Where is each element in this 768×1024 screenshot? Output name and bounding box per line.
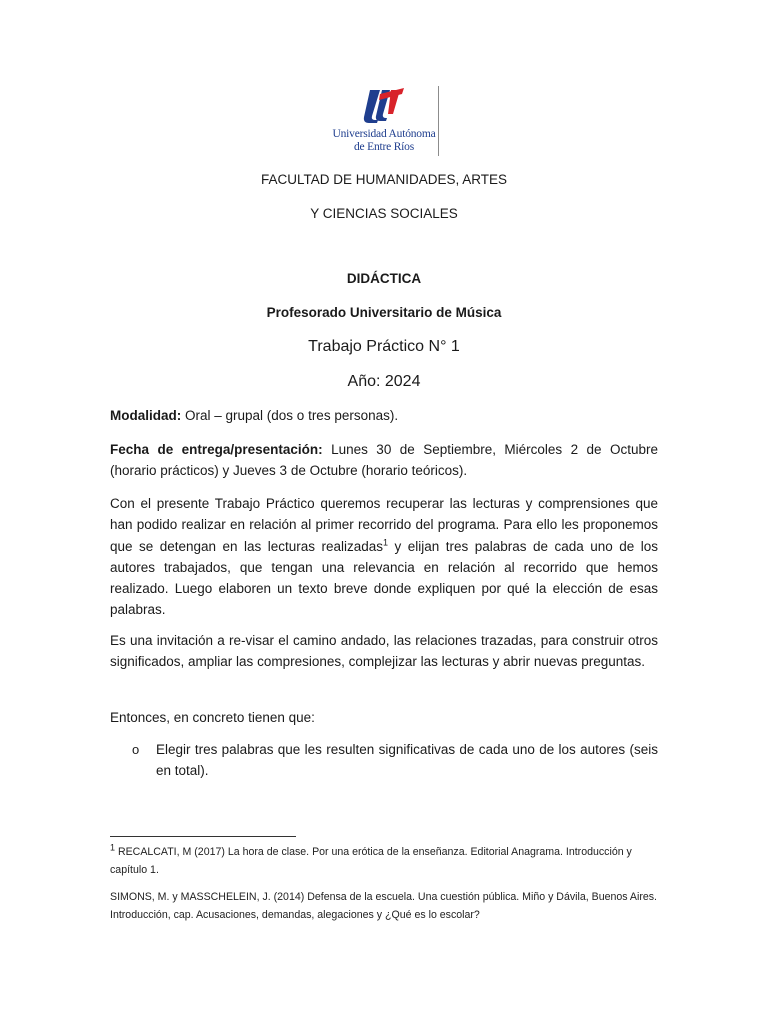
footnote-1 bbox=[110, 844, 658, 879]
footnote-1-text: RECALCATI, M (2017) La hora de clase. Por una erótica de la enseñanza. Editorial Anagrama. Introducción y capítulo 1. bbox=[110, 846, 632, 876]
intro-text-part2: y elijan tres palabras de cada uno de los autores trabajados, que tengan una relevancia en relación al recorrido que hemos realizado. Luego elaboren un texto breve donde expliquen por qué la elección de esas palabras. bbox=[110, 538, 659, 618]
footnote-ref-1[interactable]: 1 bbox=[383, 537, 389, 548]
invitation-paragraph: Es una invitación a re-visar el camino andado, las relaciones trazadas, para construir otros significados, ampliar las compresiones, complejizar las lecturas y abrir nuevas preguntas. bbox=[110, 633, 658, 670]
modalidad-label: Modalidad: bbox=[110, 408, 182, 423]
program-title: Profesorado Universitario de Música bbox=[266, 305, 502, 320]
university-logo bbox=[330, 86, 439, 156]
faculty-title-line1: FACULTAD DE HUMANIDADES, ARTES bbox=[260, 172, 508, 187]
fecha-paragraph bbox=[110, 439, 658, 482]
footnote-separator bbox=[110, 836, 296, 837]
footnote-2: SIMONS, M. y MASSCHELEIN, J. (2014) Defensa de la escuela. Una cuestión pública. Miño y Dávila, Buenos Aires. Introducción, cap. Acusaciones, demandas, alegaciones y ¿Qué es lo escolar? bbox=[110, 891, 657, 921]
logo-text-line1: Universidad Autónoma bbox=[332, 128, 436, 140]
intro-paragraph bbox=[110, 493, 658, 621]
subject-title: DIDÁCTICA bbox=[346, 271, 422, 286]
bullet-marker: o bbox=[132, 742, 140, 757]
intro-text-part1: Con el presente Trabajo Práctico queremos recuperar las lecturas y comprensiones que han podido realizar en relación al primer recorrido del programa. Para ello les proponemos que se detengan en las lecturas realizadas bbox=[110, 496, 658, 554]
university-emblem-icon bbox=[360, 86, 410, 124]
fecha-text: Lunes 30 de Septiembre, Miércoles 2 de Octubre (horario prácticos) y Jueves 3 de Octubre (horario teóricos). bbox=[110, 442, 659, 479]
faculty-title-line2: Y CIENCIAS SOCIALES bbox=[310, 206, 458, 221]
footnote-1-number: 1 bbox=[110, 842, 116, 853]
modalidad-paragraph bbox=[110, 405, 658, 426]
assignment-title: Trabajo Práctico N° 1 bbox=[308, 338, 460, 355]
concrete-paragraph: Entonces, en concreto tienen que: bbox=[110, 710, 315, 725]
bullet-text: Elegir tres palabras que les resulten significativas de cada uno de los autores (seis en total). bbox=[156, 742, 658, 779]
year-title: Año: 2024 bbox=[347, 373, 421, 390]
modalidad-text: Oral – grupal (dos o tres personas). bbox=[181, 408, 399, 423]
fecha-label: Fecha de entrega/presentación: bbox=[110, 442, 323, 457]
logo-text-line2: de Entre Ríos bbox=[354, 141, 414, 153]
